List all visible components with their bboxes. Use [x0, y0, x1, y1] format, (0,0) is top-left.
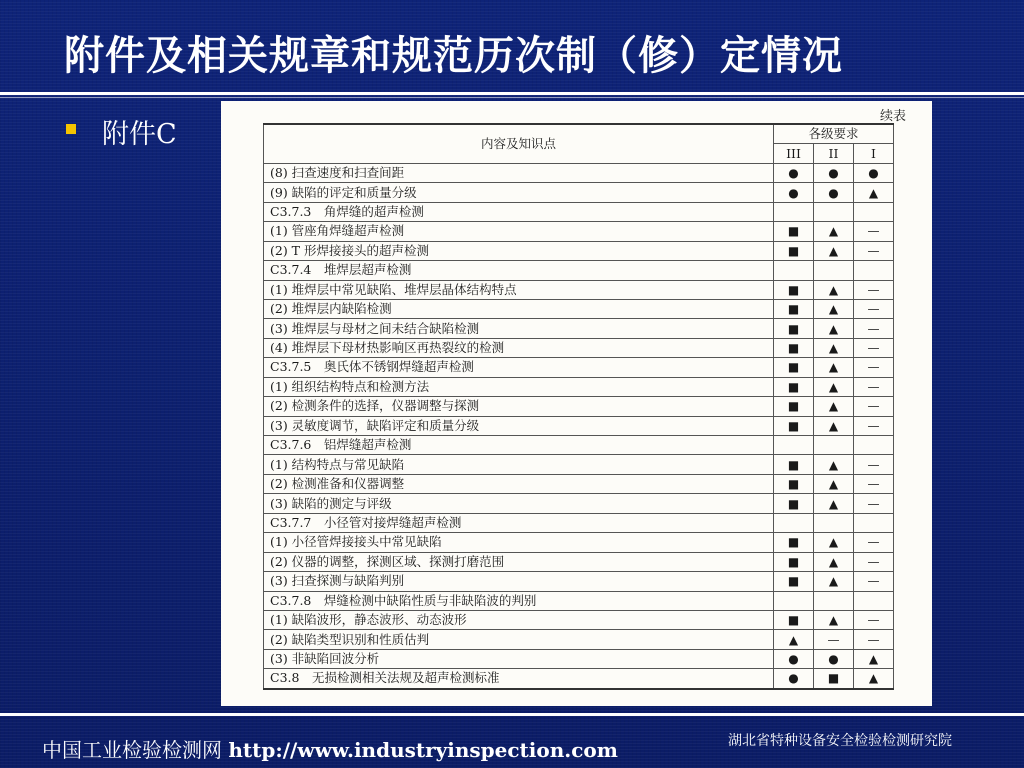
level-mark: ▲ [814, 338, 854, 357]
bullet-marker [66, 124, 76, 134]
level-mark [774, 513, 814, 532]
table-row [264, 436, 894, 455]
row-content: (2) 检测条件的选择，仪器调整与探测 [264, 397, 774, 416]
table-row [264, 513, 894, 532]
row-content: (3) 扫查探测与缺陷判别 [264, 572, 774, 591]
level-mark [854, 513, 894, 532]
level-mark: — [854, 552, 894, 571]
level-mark: ■ [774, 338, 814, 357]
level-mark: ■ [774, 474, 814, 493]
level-mark: — [854, 319, 894, 338]
row-content: (1) 堆焊层中常见缺陷、堆焊层晶体结构特点 [264, 280, 774, 299]
row-content: (1) 结构特点与常见缺陷 [264, 455, 774, 474]
level-mark: ■ [814, 669, 854, 689]
continued-label: 续表 [879, 109, 906, 124]
level-mark [854, 202, 894, 221]
row-content: C3.7.4 堆焊层超声检测 [264, 261, 774, 280]
title-divider-thin [0, 97, 1024, 98]
level-mark: — [854, 416, 894, 435]
row-content: (2) 仪器的调整，探测区域、探测打磨范围 [264, 552, 774, 571]
level-mark: ▲ [814, 299, 854, 318]
level-header: II [814, 144, 854, 163]
level-mark: ▲ [814, 552, 854, 571]
level-mark [774, 436, 814, 455]
row-content: (2) 堆焊层内缺陷检测 [264, 299, 774, 318]
footer-institute: 湖北省特种设备安全检验检测研究院 [728, 733, 952, 749]
table-row [264, 474, 894, 493]
level-mark [774, 261, 814, 280]
table-row [264, 163, 894, 182]
row-content: C3.7.7 小径管对接焊缝超声检测 [264, 513, 774, 532]
level-mark: ■ [774, 455, 814, 474]
level-mark: — [854, 397, 894, 416]
footer-site-name: 中国工业检验检测网 [42, 738, 222, 762]
level-mark: — [854, 572, 894, 591]
level-mark: — [854, 455, 894, 474]
requirements-table [263, 123, 894, 690]
row-content: C3.7.8 焊缝检测中缺陷性质与非缺陷波的判别 [264, 591, 774, 610]
level-mark: — [854, 222, 894, 241]
row-content: (9) 缺陷的评定和质量分级 [264, 183, 774, 202]
level-mark [774, 591, 814, 610]
row-content: C3.7.3 角焊缝的超声检测 [264, 202, 774, 221]
slide-title: 附件及相关规章和规范历次制（修）定情况 [64, 33, 843, 79]
table-row [264, 494, 894, 513]
level-mark [814, 513, 854, 532]
row-content: (1) 小径管焊接接头中常见缺陷 [264, 533, 774, 552]
table-row [264, 261, 894, 280]
level-mark [814, 436, 854, 455]
level-mark: ● [774, 163, 814, 182]
level-mark: ● [814, 649, 854, 668]
level-mark: ▲ [854, 183, 894, 202]
table-row [264, 299, 894, 318]
level-mark [814, 591, 854, 610]
level-mark: — [854, 494, 894, 513]
row-content: (3) 灵敏度调节，缺陷评定和质量分级 [264, 416, 774, 435]
level-mark: ▲ [814, 319, 854, 338]
level-mark: — [854, 377, 894, 396]
footer-site [42, 734, 618, 763]
level-mark [854, 591, 894, 610]
table-row [264, 377, 894, 396]
level-mark: ▲ [814, 533, 854, 552]
level-mark: ■ [774, 358, 814, 377]
level-mark: ■ [774, 377, 814, 396]
row-content: C3.7.6 铝焊缝超声检测 [264, 436, 774, 455]
level-mark: — [854, 241, 894, 260]
row-content: (3) 缺陷的测定与评级 [264, 494, 774, 513]
level-mark: ▲ [774, 630, 814, 649]
level-mark: ■ [774, 610, 814, 629]
row-content: (1) 管座角焊缝超声检测 [264, 222, 774, 241]
footer-url[interactable]: http://www.industryinspection.com [228, 738, 618, 762]
level-mark: ■ [774, 222, 814, 241]
level-mark: ▲ [814, 397, 854, 416]
row-content: (2) 检测准备和仪器调整 [264, 474, 774, 493]
row-content: (3) 堆焊层与母材之间未结合缺陷检测 [264, 319, 774, 338]
level-header: III [774, 144, 814, 163]
level-mark: ■ [774, 319, 814, 338]
table-row [264, 416, 894, 435]
level-mark: ● [774, 183, 814, 202]
level-mark: ● [774, 649, 814, 668]
level-mark: ▲ [854, 649, 894, 668]
level-mark: ● [814, 163, 854, 182]
level-mark: ▲ [814, 222, 854, 241]
level-mark: ● [774, 669, 814, 689]
table-row [264, 552, 894, 571]
table-row [264, 202, 894, 221]
level-mark: — [854, 630, 894, 649]
level-mark [814, 261, 854, 280]
row-content: (1) 组织结构特点和检测方法 [264, 377, 774, 396]
row-content: (3) 非缺陷回波分析 [264, 649, 774, 668]
level-mark: — [854, 280, 894, 299]
scanned-table-image [221, 101, 932, 706]
level-header: I [854, 144, 894, 163]
title-divider [0, 92, 1024, 95]
row-content: (4) 堆焊层下母材热影响区再热裂纹的检测 [264, 338, 774, 357]
table-row [264, 280, 894, 299]
level-mark: — [854, 610, 894, 629]
row-content: (1) 缺陷波形，静态波形、动态波形 [264, 610, 774, 629]
level-mark: ▲ [814, 416, 854, 435]
level-mark: ▲ [854, 669, 894, 689]
table-row [264, 319, 894, 338]
level-mark: ■ [774, 416, 814, 435]
level-mark: ▲ [814, 280, 854, 299]
level-mark: ▲ [814, 572, 854, 591]
level-mark: ● [814, 183, 854, 202]
row-content: (2) T 形焊接接头的超声检测 [264, 241, 774, 260]
table-row [264, 397, 894, 416]
levels-header: 各级要求 [774, 124, 894, 144]
level-mark: ▲ [814, 455, 854, 474]
level-mark: — [854, 533, 894, 552]
level-mark: ▲ [814, 241, 854, 260]
level-mark: — [814, 630, 854, 649]
table-row [264, 183, 894, 202]
row-content: C3.7.5 奥氏体不锈钢焊缝超声检测 [264, 358, 774, 377]
row-content: C3.8 无损检测相关法规及超声检测标准 [264, 669, 774, 689]
level-mark: ■ [774, 552, 814, 571]
table-row [264, 591, 894, 610]
level-mark: ● [854, 163, 894, 182]
table-row [264, 338, 894, 357]
level-mark [854, 436, 894, 455]
level-mark: — [854, 299, 894, 318]
level-mark: — [854, 338, 894, 357]
content-header: 内容及知识点 [264, 124, 774, 163]
level-mark [854, 261, 894, 280]
level-mark: — [854, 474, 894, 493]
table-row [264, 455, 894, 474]
level-mark: ■ [774, 572, 814, 591]
table-row [264, 572, 894, 591]
level-mark: ■ [774, 299, 814, 318]
table-row [264, 610, 894, 629]
table-row [264, 669, 894, 689]
level-mark: ▲ [814, 494, 854, 513]
level-mark: ■ [774, 397, 814, 416]
table-row [264, 649, 894, 668]
level-mark: ■ [774, 494, 814, 513]
level-mark [814, 202, 854, 221]
footer-divider [0, 713, 1024, 716]
table-row [264, 358, 894, 377]
level-mark: ■ [774, 280, 814, 299]
level-mark: ▲ [814, 377, 854, 396]
level-mark: ▲ [814, 358, 854, 377]
table-row [264, 630, 894, 649]
level-mark: — [854, 358, 894, 377]
table-row [264, 241, 894, 260]
bullet-text: 附件C [102, 119, 177, 150]
table-row [264, 222, 894, 241]
level-mark: ▲ [814, 610, 854, 629]
row-content: (2) 缺陷类型识别和性质估判 [264, 630, 774, 649]
level-mark: ▲ [814, 474, 854, 493]
level-mark: ■ [774, 241, 814, 260]
row-content: (8) 扫查速度和扫查间距 [264, 163, 774, 182]
level-mark: ■ [774, 533, 814, 552]
level-mark [774, 202, 814, 221]
table-row [264, 533, 894, 552]
